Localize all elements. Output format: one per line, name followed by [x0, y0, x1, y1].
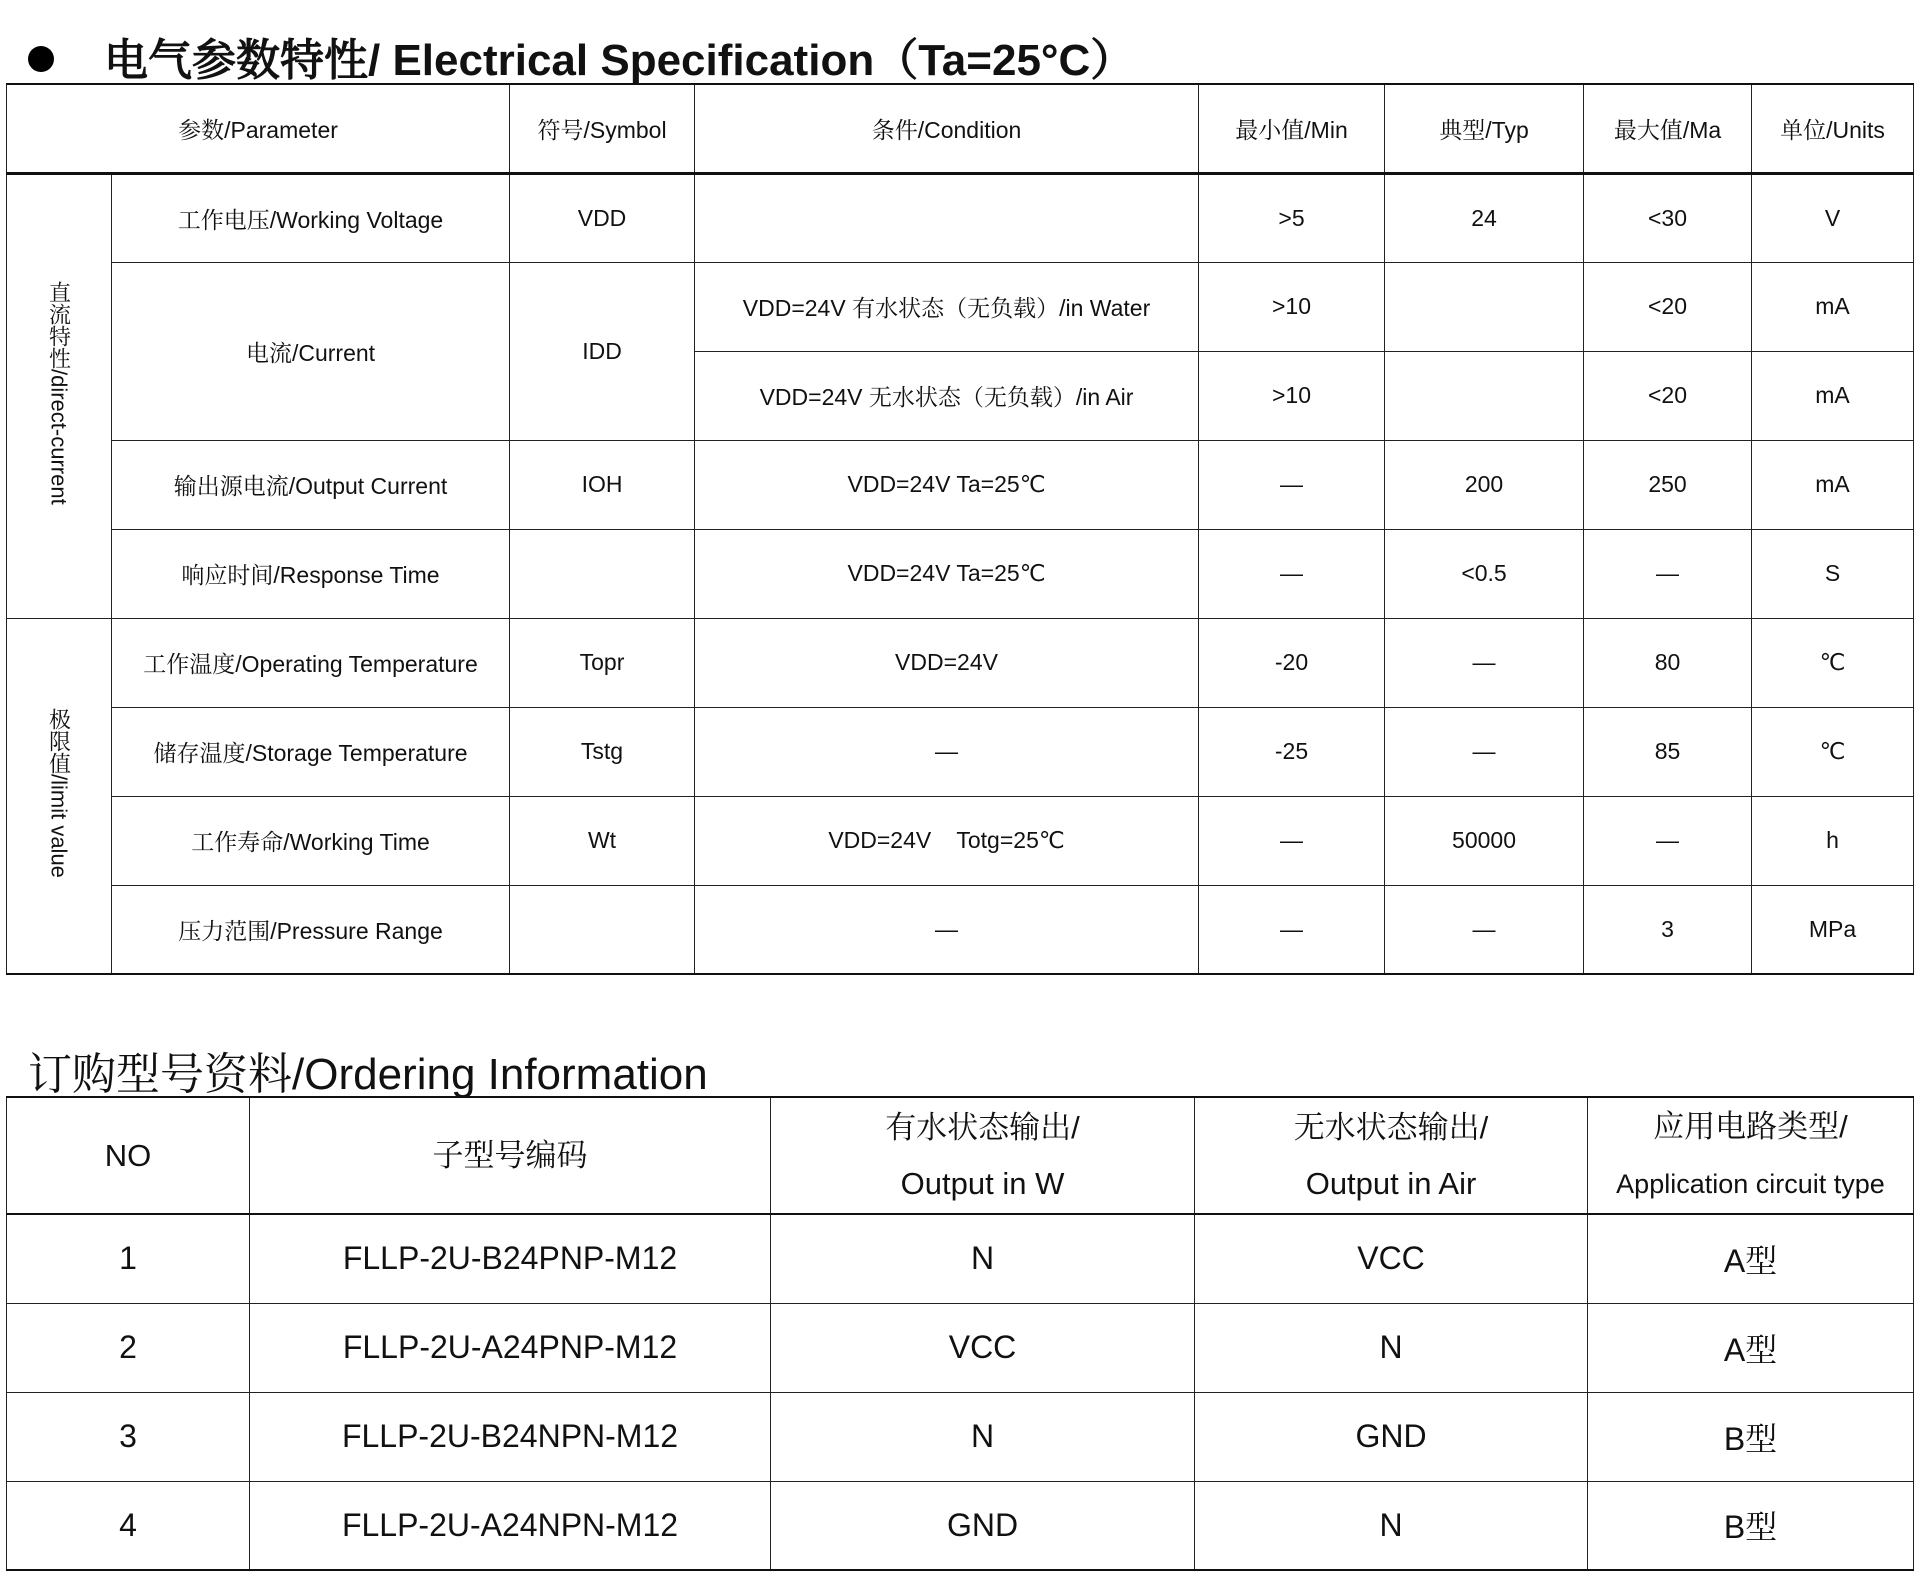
condition-cell: —	[695, 885, 1199, 974]
model-cell: FLLP-2U-A24PNP-M12	[250, 1303, 771, 1392]
header-line: Output in W	[900, 1165, 1065, 1201]
min-cell: -20	[1199, 618, 1385, 707]
group-label-text: 极限值/limit value	[46, 707, 72, 878]
param-cell: 电流/Current	[112, 262, 510, 440]
typ-cell	[1385, 351, 1584, 440]
model-cell: FLLP-2U-B24NPN-M12	[250, 1392, 771, 1481]
unit-cell: ℃	[1752, 618, 1914, 707]
header-cell	[1588, 1097, 1914, 1214]
symbol-cell: IDD	[510, 262, 695, 440]
symbol-cell: VDD	[510, 173, 695, 262]
condition-cell: VDD=24V 有水状态（无负载）/in Water	[695, 262, 1199, 351]
symbol-cell: Tstg	[510, 707, 695, 796]
group-label-text: 直流特性/direct-current	[46, 281, 72, 505]
max-cell: —	[1584, 529, 1752, 618]
symbol-cell	[510, 885, 695, 974]
table-header	[7, 1097, 1914, 1214]
no-cell: 3	[7, 1392, 250, 1481]
max-cell: 3	[1584, 885, 1752, 974]
no-cell: 1	[7, 1214, 250, 1303]
water-output-cell: GND	[771, 1481, 1195, 1570]
symbol-cell: IOH	[510, 440, 695, 529]
symbol-cell: Wt	[510, 796, 695, 885]
min-cell: >5	[1199, 173, 1385, 262]
unit-cell: mA	[1752, 440, 1914, 529]
table-header	[7, 84, 1914, 173]
condition-cell: VDD=24V Totg=25℃	[695, 796, 1199, 885]
water-output-cell: N	[771, 1392, 1195, 1481]
typ-cell: —	[1385, 618, 1584, 707]
max-cell: —	[1584, 796, 1752, 885]
table-row	[7, 885, 1914, 974]
header-cell: 最大值/Ma	[1584, 84, 1752, 173]
air-output-cell: N	[1195, 1481, 1588, 1570]
typ-cell: 24	[1385, 173, 1584, 262]
param-cell: 输出源电流/Output Current	[112, 440, 510, 529]
group-label	[7, 618, 112, 974]
min-cell: —	[1199, 529, 1385, 618]
header-line: 子型号编码	[432, 1137, 588, 1173]
header-cell: 参数/Parameter	[7, 84, 510, 173]
condition-cell: —	[695, 707, 1199, 796]
unit-cell: mA	[1752, 351, 1914, 440]
condition-cell: VDD=24V Ta=25℃	[695, 529, 1199, 618]
max-cell: 250	[1584, 440, 1752, 529]
header-cell: 符号/Symbol	[510, 84, 695, 173]
water-output-cell: N	[771, 1214, 1195, 1303]
typ-cell: 50000	[1385, 796, 1584, 885]
typ-cell: —	[1385, 885, 1584, 974]
table-row	[7, 1392, 1914, 1481]
typ-cell: 200	[1385, 440, 1584, 529]
unit-cell: ℃	[1752, 707, 1914, 796]
max-cell: <20	[1584, 351, 1752, 440]
typ-cell: —	[1385, 707, 1584, 796]
header-line: Output in Air	[1305, 1165, 1477, 1201]
table-row	[7, 618, 1914, 707]
typ-cell	[1385, 262, 1584, 351]
min-cell: —	[1199, 885, 1385, 974]
air-output-cell: N	[1195, 1303, 1588, 1392]
water-output-cell: VCC	[771, 1303, 1195, 1392]
symbol-cell: Topr	[510, 618, 695, 707]
condition-cell: VDD=24V 无水状态（无负载）/in Air	[695, 351, 1199, 440]
model-cell: FLLP-2U-A24NPN-M12	[250, 1481, 771, 1570]
table-row	[7, 1214, 1914, 1303]
min-cell: —	[1199, 796, 1385, 885]
header-line: 有水状态输出/	[885, 1109, 1080, 1145]
ordering-table	[6, 1096, 1914, 1571]
typ-cell: <0.5	[1385, 529, 1584, 618]
group-label	[7, 173, 112, 618]
max-cell: 85	[1584, 707, 1752, 796]
table-row	[7, 173, 1914, 262]
table-row	[7, 796, 1914, 885]
circuit-type-cell: B型	[1588, 1481, 1914, 1570]
min-cell: >10	[1199, 351, 1385, 440]
param-cell: 工作寿命/Working Time	[112, 796, 510, 885]
header-cell	[1195, 1097, 1588, 1214]
bullet-icon	[28, 46, 54, 72]
param-cell: 储存温度/Storage Temperature	[112, 707, 510, 796]
table-row	[7, 707, 1914, 796]
table-row	[7, 262, 1914, 351]
header-line: Application circuit type	[1616, 1169, 1885, 1199]
no-cell: 4	[7, 1481, 250, 1570]
header-line: NO	[104, 1137, 152, 1173]
unit-cell: h	[1752, 796, 1914, 885]
param-cell: 工作电压/Working Voltage	[112, 173, 510, 262]
header-line: 无水状态输出/	[1293, 1109, 1489, 1145]
table-row	[7, 529, 1914, 618]
max-cell: 80	[1584, 618, 1752, 707]
header-line: 应用电路类型/	[1653, 1109, 1848, 1144]
header-cell: 典型/Typ	[1385, 84, 1584, 173]
header-cell: 单位/Units	[1752, 84, 1914, 173]
header-cell	[7, 1097, 250, 1214]
min-cell: -25	[1199, 707, 1385, 796]
unit-cell: MPa	[1752, 885, 1914, 974]
header-cell	[771, 1097, 1195, 1214]
min-cell: —	[1199, 440, 1385, 529]
condition-cell: VDD=24V	[695, 618, 1199, 707]
condition-cell: VDD=24V Ta=25℃	[695, 440, 1199, 529]
circuit-type-cell: A型	[1588, 1214, 1914, 1303]
table-row	[7, 440, 1914, 529]
param-cell: 工作温度/Operating Temperature	[112, 618, 510, 707]
param-cell: 压力范围/Pressure Range	[112, 885, 510, 974]
max-cell: <30	[1584, 173, 1752, 262]
ordering-title: 订购型号资料/Ordering Information	[28, 1050, 708, 1099]
table-row	[7, 1303, 1914, 1392]
electrical-spec-table	[6, 83, 1914, 975]
unit-cell: mA	[1752, 262, 1914, 351]
spec-title-text: 电气参数特性/ Electrical Specification（Ta=25°C）	[104, 36, 1135, 85]
header-cell	[250, 1097, 771, 1214]
param-cell: 响应时间/Response Time	[112, 529, 510, 618]
model-cell: FLLP-2U-B24PNP-M12	[250, 1214, 771, 1303]
max-cell: <20	[1584, 262, 1752, 351]
unit-cell: S	[1752, 529, 1914, 618]
no-cell: 2	[7, 1303, 250, 1392]
min-cell: >10	[1199, 262, 1385, 351]
header-cell: 条件/Condition	[695, 84, 1199, 173]
unit-cell: V	[1752, 173, 1914, 262]
condition-cell	[695, 173, 1199, 262]
table-row	[7, 1481, 1914, 1570]
circuit-type-cell: B型	[1588, 1392, 1914, 1481]
header-cell: 最小值/Min	[1199, 84, 1385, 173]
spec-title	[28, 24, 1134, 88]
air-output-cell: VCC	[1195, 1214, 1588, 1303]
circuit-type-cell: A型	[1588, 1303, 1914, 1392]
air-output-cell: GND	[1195, 1392, 1588, 1481]
symbol-cell	[510, 529, 695, 618]
